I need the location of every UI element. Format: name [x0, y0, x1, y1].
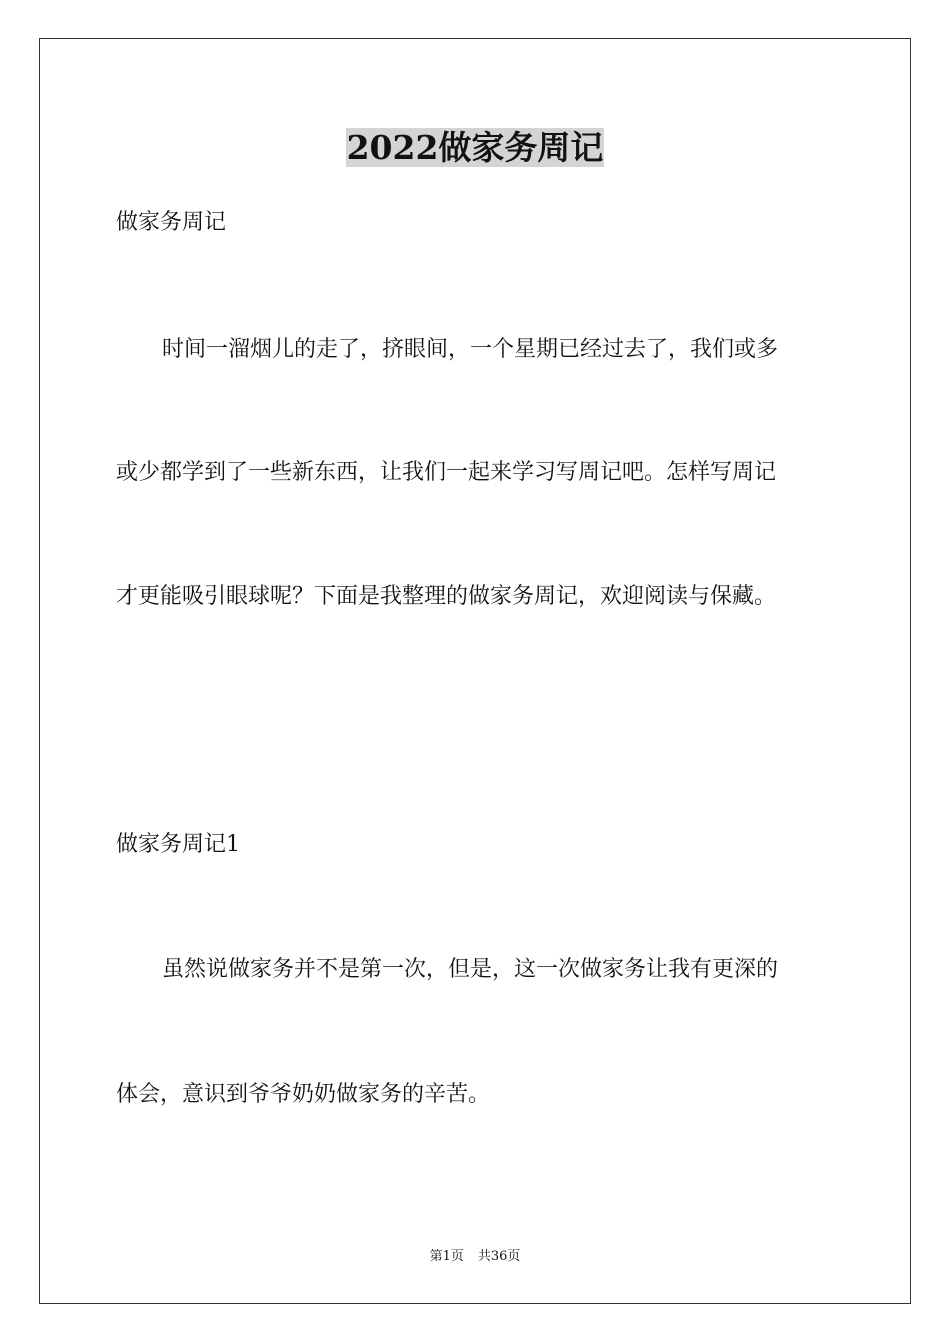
intro-line-3: 才更能吸引眼球呢？下面是我整理的做家务周记，欢迎阅读与保藏。 [116, 584, 777, 609]
page-footer [0, 1248, 950, 1266]
page-number: 第1页 [429, 1249, 464, 1264]
page-total: 共36页 [477, 1249, 521, 1264]
entry-line-2: 体会，意识到爷爷奶奶做家务的辛苦。 [116, 1082, 491, 1107]
section-heading: 做家务周记 [116, 210, 227, 235]
intro-line-1: 时间一溜烟儿的走了，挤眼间，一个星期已经过去了，我们或多 [162, 337, 779, 362]
document-title [0, 126, 950, 170]
entry-line-1: 虽然说做家务并不是第一次，但是，这一次做家务让我有更深的 [162, 957, 779, 982]
entry-heading: 做家务周记1 [116, 832, 240, 857]
intro-line-2: 或少都学到了一些新东西，让我们一起来学习写周记吧。怎样写周记 [116, 460, 777, 485]
document-title-text: 2022做家务周记 [346, 128, 604, 167]
